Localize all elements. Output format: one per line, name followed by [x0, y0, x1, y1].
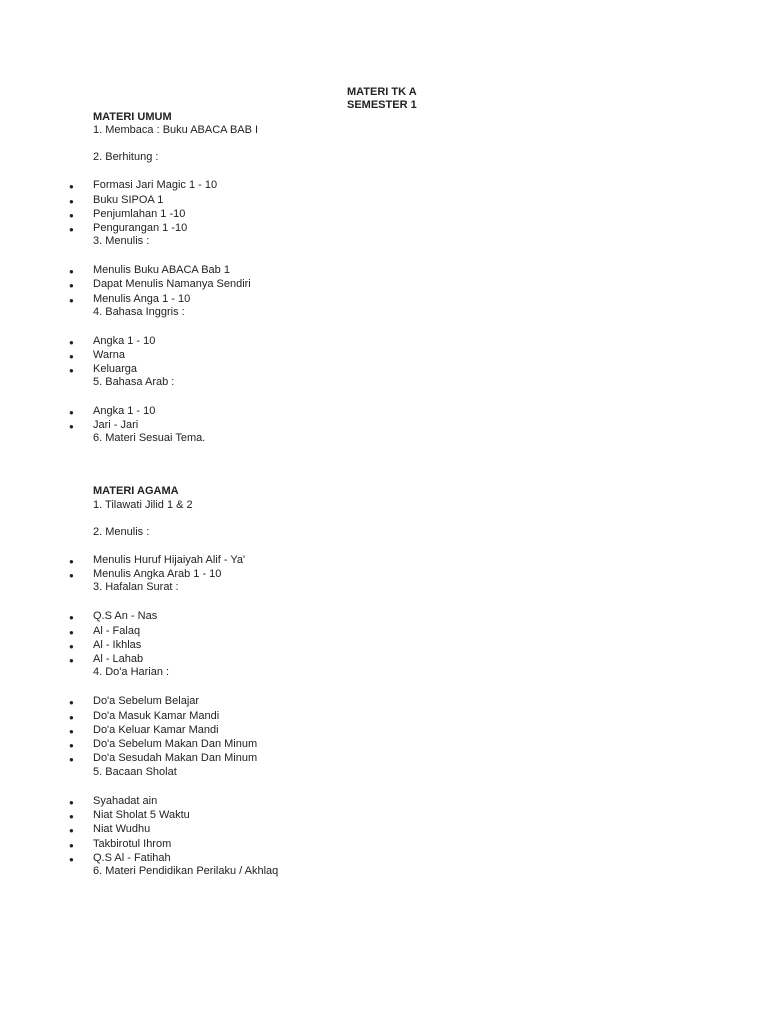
list-item: Do'a Sebelum Makan Dan Minum [93, 738, 258, 750]
bullet-icon: ● [69, 352, 74, 361]
list-item: Angka 1 - 10 [93, 405, 156, 417]
bullet-icon: ● [69, 755, 74, 764]
list-item: Keluarga [93, 363, 138, 375]
list-item: Penjumlahan 1 -10 [93, 208, 186, 220]
bullet-icon: ● [69, 408, 74, 417]
list-item: Pengurangan 1 -10 [93, 222, 188, 234]
list-item: Formasi Jari Magic 1 - 10 [93, 179, 218, 191]
list-item: Menulis Huruf Hijaiyah Alif - Ya' [93, 554, 246, 566]
list-item: Al - Falaq [93, 625, 141, 637]
bullet-icon: ● [69, 642, 74, 651]
agama-item-3: 3. Hafalan Surat : [93, 581, 179, 593]
bullet-icon: ● [69, 613, 74, 622]
list-item: Al - Lahab [93, 653, 144, 665]
bullet-icon: ● [69, 826, 74, 835]
bullet-icon: ● [69, 422, 74, 431]
bullet-icon: ● [69, 798, 74, 807]
bullet-icon: ● [69, 855, 74, 864]
list-item: Q.S Al - Fatihah [93, 852, 171, 864]
list-item: Do'a Sebelum Belajar [93, 695, 200, 707]
list-item: Do'a Sesudah Makan Dan Minum [93, 752, 258, 764]
bullet-icon: ● [69, 727, 74, 736]
agama-item-1: 1. Tilawati Jilid 1 & 2 [93, 499, 193, 511]
bullet-icon: ● [69, 338, 74, 347]
bullet-icon: ● [69, 296, 74, 305]
bullet-icon: ● [69, 197, 74, 206]
umum-item-3: 3. Menulis : [93, 235, 150, 247]
bullet-icon: ● [69, 211, 74, 220]
bullet-icon: ● [69, 366, 74, 375]
document-title: MATERI TK A [347, 86, 417, 98]
document-subtitle: SEMESTER 1 [347, 99, 417, 111]
list-item: Jari - Jari [93, 419, 139, 431]
list-item: Takbirotul Ihrom [93, 838, 172, 850]
bullet-icon: ● [69, 281, 74, 290]
section-heading-agama: MATERI AGAMA [93, 485, 179, 497]
umum-item-6: 6. Materi Sesuai Tema. [93, 432, 206, 444]
section-heading-umum: MATERI UMUM [93, 111, 172, 123]
list-item: Menulis Anga 1 - 10 [93, 293, 191, 305]
bullet-icon: ● [69, 812, 74, 821]
agama-item-2: 2. Menulis : [93, 526, 150, 538]
bullet-icon: ● [69, 841, 74, 850]
umum-item-1: 1. Membaca : Buku ABACA BAB I [93, 124, 259, 136]
list-item: Syahadat ain [93, 795, 158, 807]
list-item: Menulis Angka Arab 1 - 10 [93, 568, 222, 580]
bullet-icon: ● [69, 225, 74, 234]
bullet-icon: ● [69, 713, 74, 722]
umum-item-2: 2. Berhitung : [93, 151, 159, 163]
list-item: Niat Sholat 5 Waktu [93, 809, 190, 821]
bullet-icon: ● [69, 628, 74, 637]
list-item: Dapat Menulis Namanya Sendiri [93, 278, 251, 290]
list-item: Warna [93, 349, 125, 361]
list-item: Menulis Buku ABACA Bab 1 [93, 264, 230, 276]
bullet-icon: ● [69, 557, 74, 566]
list-item: Niat Wudhu [93, 823, 151, 835]
agama-item-5: 5. Bacaan Sholat [93, 766, 177, 778]
umum-item-5: 5. Bahasa Arab : [93, 376, 175, 388]
bullet-icon: ● [69, 698, 74, 707]
bullet-icon: ● [69, 656, 74, 665]
list-item: Do'a Keluar Kamar Mandi [93, 724, 219, 736]
bullet-icon: ● [69, 182, 74, 191]
agama-item-4: 4. Do'a Harian : [93, 666, 170, 678]
bullet-icon: ● [69, 571, 74, 580]
list-item: Buku SIPOA 1 [93, 194, 164, 206]
list-item: Al - Ikhlas [93, 639, 142, 651]
list-item: Angka 1 - 10 [93, 335, 156, 347]
bullet-icon: ● [69, 741, 74, 750]
agama-item-6: 6. Materi Pendidikan Perilaku / Akhlaq [93, 865, 279, 877]
list-item: Q.S An - Nas [93, 610, 158, 622]
umum-item-4: 4. Bahasa Inggris : [93, 306, 185, 318]
list-item: Do'a Masuk Kamar Mandi [93, 710, 220, 722]
bullet-icon: ● [69, 267, 74, 276]
